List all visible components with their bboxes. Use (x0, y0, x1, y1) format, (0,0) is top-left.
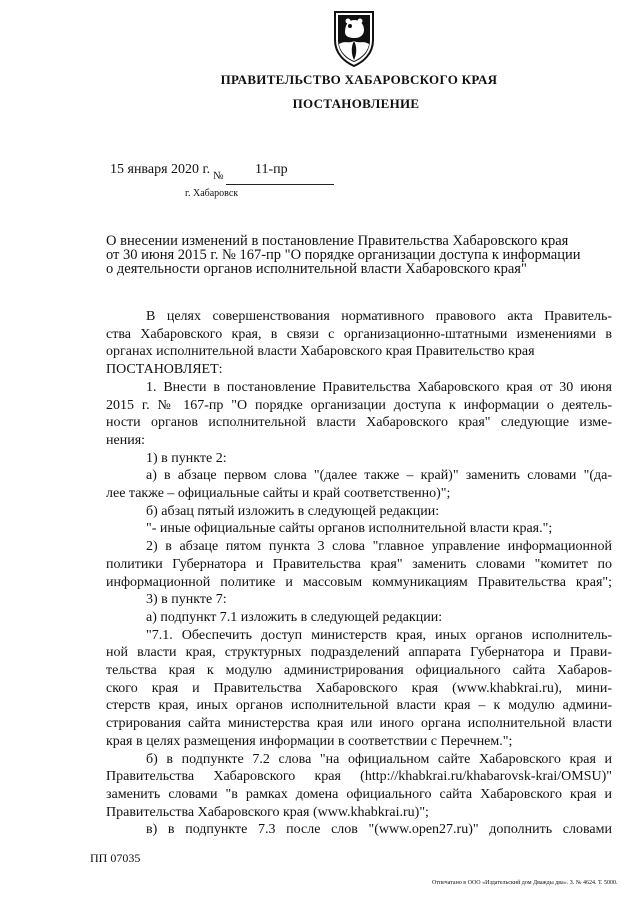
body-line: б) абзац пятый изложить в следующей редакции: (146, 503, 440, 519)
subject-line: О внесении изменений в постановление Правительства Хабаровского края (106, 233, 569, 249)
document-body (106, 308, 612, 839)
body-line: заменить словами "в рамках домена официального сайта Хабаровского края и (106, 786, 612, 802)
body-line: политики Губернатора и Правительства края" заменить словами "комитет по (106, 556, 612, 572)
printer-imprint: Отпечатано в ООО «Издательский дом Дважды два». З. № 4624. Т. 5000. (432, 880, 618, 886)
subject-line: от 30 июня 2015 г. № 167-пр "О порядке организации доступа к информации (106, 247, 581, 263)
coat-of-arms-icon (331, 10, 377, 68)
document-subject (106, 234, 612, 276)
body-line: ПОСТАНОВЛЯЕТ: (106, 362, 223, 378)
body-line: 1. Внести в постановление Правительства Хабаровского края от 30 июня (146, 379, 612, 395)
number-sign: № (213, 170, 224, 182)
body-line: информационной политике и массовым коммуникациям Правительства края"; (106, 574, 612, 590)
body-line: органах исполнительной власти Хабаровского края Правительство края (106, 344, 535, 360)
body-line: стрирования сайта министерства края или иного органа исполнительной власти (106, 716, 612, 732)
body-line: "- иные официальные сайты органов исполнительной власти края."; (146, 521, 553, 537)
body-line: а) подпункт 7.1 изложить в следующей редакции: (146, 609, 443, 625)
body-line: 2) в абзаце пятом пункта 3 слова "главное управление информационной (146, 539, 612, 555)
body-line: стерств края, иных органов исполнительной власти края – к модулю админи- (106, 698, 612, 714)
body-line: а) в абзаце первом слова "(далее также – край)" заменить словами "(да- (146, 468, 612, 484)
doc-type: ПОСТАНОВЛЕНИЕ (292, 96, 420, 111)
body-line: ского края и Правительства Хабаровского края (www.khabkrai.ru), мини- (106, 680, 612, 696)
document-date: 15 января 2020 г. (110, 162, 211, 177)
footer-code: ПП 07035 (90, 851, 141, 865)
body-line: края в целях размещения информации в соответствии с Перечнем."; (106, 733, 513, 749)
subject-line: о деятельности органов исполнительной власти Хабаровского края" (106, 261, 527, 277)
document-number: 11-пр (255, 162, 288, 177)
body-line: б) в подпункте 7.2 слова "на официальном сайте Хабаровского края и (146, 751, 612, 767)
body-line: 1) в пункте 2: (146, 450, 227, 466)
body-line: В целях совершенствования нормативного правового акта Правитель- (146, 309, 612, 324)
body-line: ной власти края, структурных подразделений аппарата Губернатора и Прави- (106, 645, 612, 661)
document-city: г. Хабаровск (185, 188, 239, 199)
body-line: в) в подпункте 7.3 после слов "(www.open27.ru)" дополнить словами (146, 822, 612, 838)
body-line: нения: (106, 432, 146, 448)
body-line: Правительства Хабаровского края (http://khabkrai.ru/khabarovsk-krai/OMSU)" (106, 769, 612, 785)
number-underline (226, 184, 334, 185)
body-line: Правительства Хабаровского края (www.khabkrai.ru)"; (106, 804, 429, 820)
body-line: ности органов исполнительной власти Хабаровского края" следующие изме- (106, 415, 612, 431)
body-line: тельства края к модулю администрирования официального сайта Хабаров- (106, 663, 612, 679)
body-line: 3) в пункте 7: (146, 592, 227, 608)
body-line: ства Хабаровского края, в связи с организационно-штатными изменениями в (106, 326, 612, 342)
body-line: "7.1. Обеспечить доступ министерств края, иных органов исполнитель- (146, 627, 612, 643)
org-title: ПРАВИТЕЛЬСТВО ХАБАРОВСКОГО КРАЯ (220, 72, 498, 87)
body-line: лее также – официальные сайты и край соответственно)"; (106, 486, 451, 502)
body-line: 2015 г. № 167-пр "О порядке организации доступа к информации о деятель- (106, 397, 612, 413)
